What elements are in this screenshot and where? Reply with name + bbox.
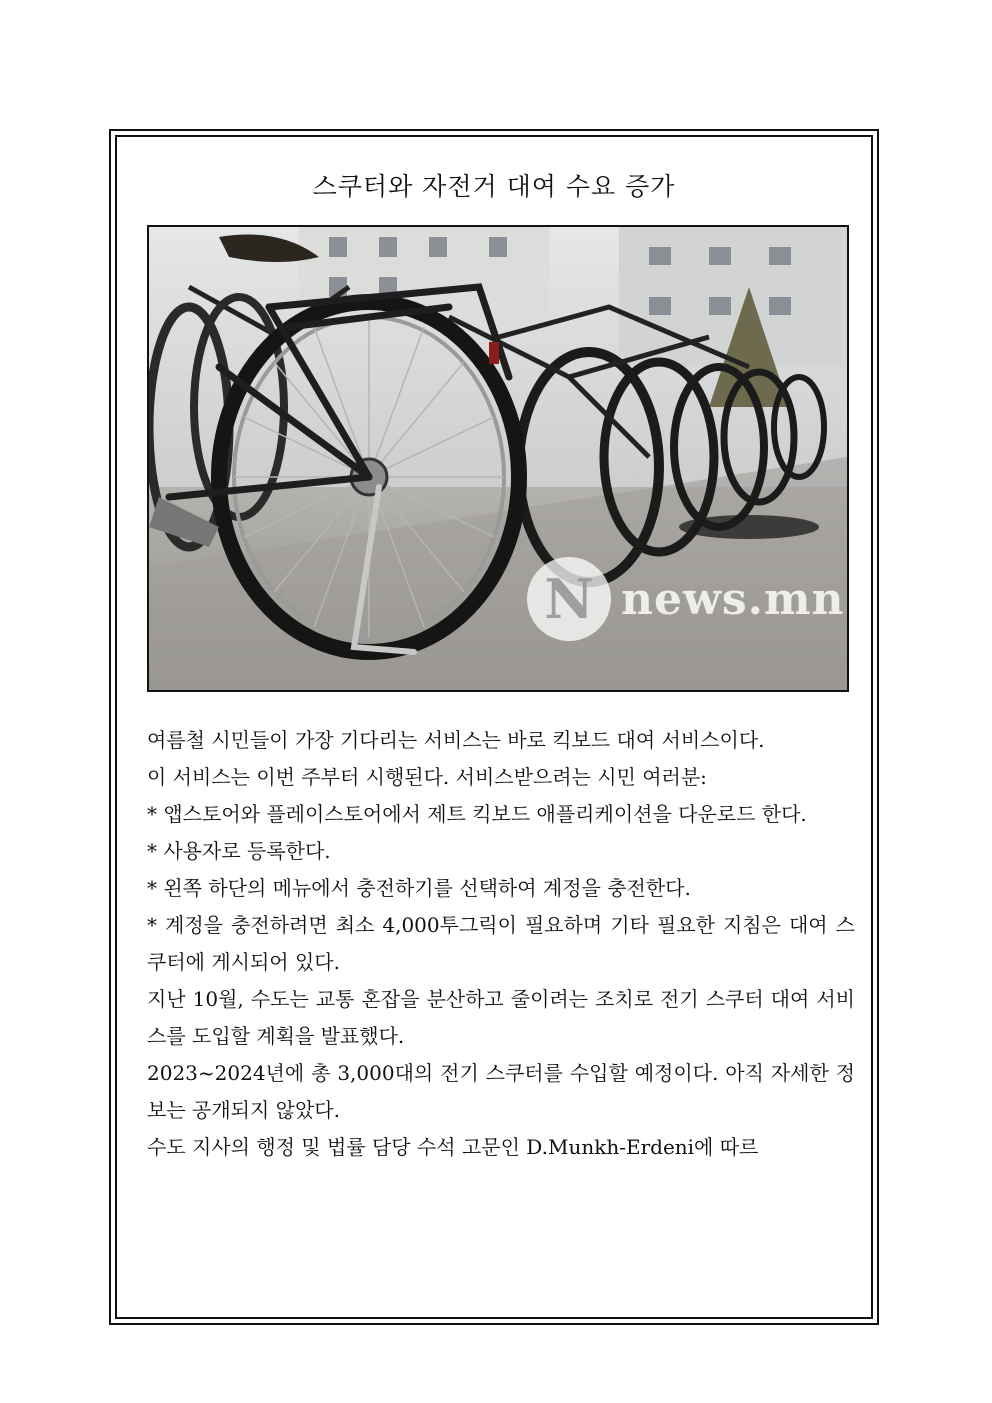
article-title: 스쿠터와 자전거 대여 수요 증가 [312,172,676,201]
article-inner-frame [115,135,873,1319]
news-logo: N [527,557,611,641]
article-body [147,722,855,1166]
paragraph: 이 서비스는 이번 주부터 시행된다. 서비스받으려는 시민 여러분: [147,765,707,789]
bullet-item: * 계정을 충전하려면 최소 4,000투그릭이 필요하며 기타 필요한 지침은 대여 스쿠터에 게시되어 있다. [147,913,855,974]
news-watermark [527,557,845,641]
article-frame [109,129,879,1325]
watermark-text: news.mn [621,573,845,625]
paragraph: 여름철 시민들이 가장 기다리는 서비스는 바로 킥보드 대여 서비스이다. [147,728,765,752]
bullet-item: * 왼쪽 하단의 메뉴에서 충전하기를 선택하여 계정을 충전한다. [147,876,691,900]
paragraph: 2023~2024년에 총 3,000대의 전기 스쿠터를 수입할 예정이다. 아직 자세한 정보는 공개되지 않았다. [147,1061,855,1122]
paragraph: 수도 지사의 행정 및 법률 담당 수석 고문인 D.Munkh-Erdeni에 따르 [147,1135,759,1159]
paragraph: 지난 10월, 수도는 교통 혼잡을 분산하고 줄이려는 조치로 전기 스쿠터 대여 서비스를 도입할 계획을 발표했다. [147,987,855,1048]
bullet-item: * 앱스토어와 플레이스토어에서 제트 킥보드 애플리케이션을 다운로드 한다. [147,802,807,826]
article-photo [147,225,849,692]
bullet-item: * 사용자로 등록한다. [147,839,331,863]
